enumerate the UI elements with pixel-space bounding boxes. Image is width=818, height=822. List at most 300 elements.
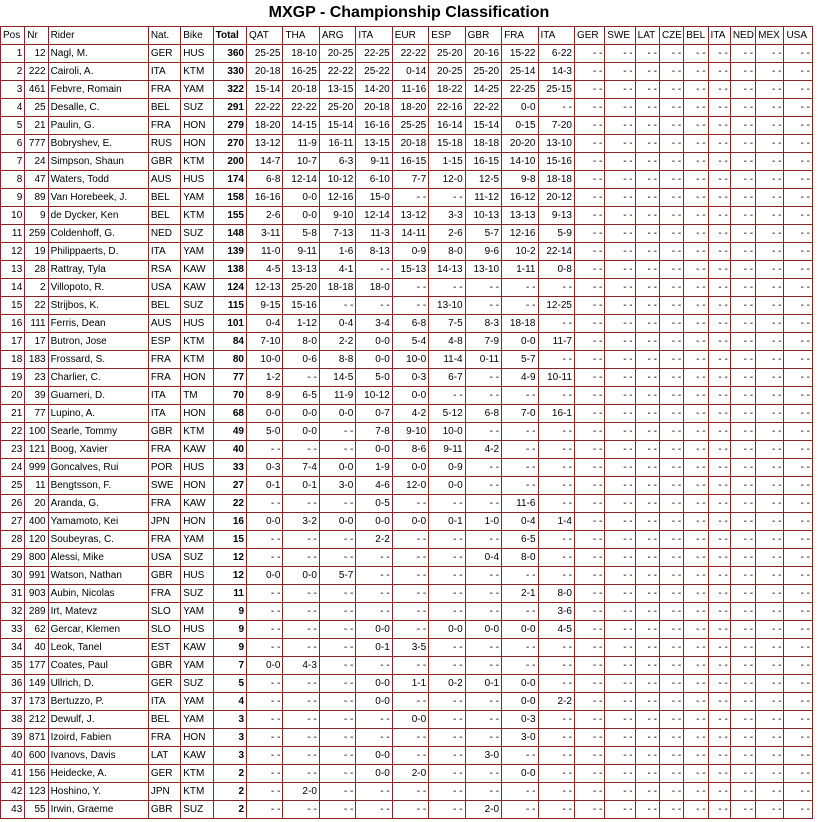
result-cell: - - — [784, 135, 813, 153]
position-cell: 20 — [1, 387, 25, 405]
result-cell: - - — [605, 369, 635, 387]
number-cell: 800 — [25, 549, 48, 567]
result-cell: - - — [574, 693, 604, 711]
result-cell: - - — [708, 153, 730, 171]
number-cell: 24 — [25, 153, 48, 171]
result-cell: - - — [247, 441, 283, 459]
result-cell: 0-3 — [247, 459, 283, 477]
result-cell: - - — [756, 693, 784, 711]
result-cell: - - — [708, 189, 730, 207]
bike-cell: TM — [181, 387, 213, 405]
result-cell: - - — [730, 513, 755, 531]
result-cell: - - — [784, 495, 813, 513]
result-cell: - - — [605, 531, 635, 549]
result-cell: 4-3 — [283, 657, 319, 675]
table-row — [1, 207, 813, 225]
result-cell: - - — [538, 747, 574, 765]
result-cell: - - — [283, 711, 319, 729]
nation-cell: JPN — [148, 513, 180, 531]
result-cell: - - — [730, 81, 755, 99]
total-cell: 200 — [213, 153, 246, 171]
result-cell: - - — [684, 207, 708, 225]
result-cell: - - — [635, 207, 659, 225]
result-cell: 16-15 — [392, 153, 428, 171]
classification-table — [0, 26, 813, 819]
number-cell: 149 — [25, 675, 48, 693]
nation-cell: ITA — [148, 405, 180, 423]
result-cell: - - — [465, 639, 501, 657]
result-cell: - - — [605, 477, 635, 495]
result-cell: - - — [319, 549, 355, 567]
table-row — [1, 801, 813, 819]
result-cell: - - — [605, 585, 635, 603]
result-cell: - - — [784, 225, 813, 243]
result-cell: - - — [708, 765, 730, 783]
result-cell: - - — [283, 369, 319, 387]
result-cell: 4-2 — [465, 441, 501, 459]
result-cell: - - — [319, 765, 355, 783]
result-cell: - - — [756, 135, 784, 153]
rider-cell: Philippaerts, D. — [48, 243, 148, 261]
result-cell: 16-11 — [319, 135, 355, 153]
result-cell: - - — [574, 477, 604, 495]
nation-cell: JPN — [148, 783, 180, 801]
result-cell: - - — [756, 657, 784, 675]
result-cell: - - — [708, 477, 730, 495]
result-cell: - - — [465, 585, 501, 603]
result-cell: - - — [684, 297, 708, 315]
bike-cell: KTM — [181, 783, 213, 801]
result-cell: - - — [635, 729, 659, 747]
result-cell: - - — [319, 801, 355, 819]
result-cell: 0-15 — [502, 117, 538, 135]
result-cell: - - — [635, 405, 659, 423]
result-cell: 20-18 — [247, 63, 283, 81]
result-cell: - - — [429, 711, 465, 729]
total-cell: 101 — [213, 315, 246, 333]
result-cell: - - — [659, 189, 683, 207]
result-cell: - - — [538, 549, 574, 567]
result-cell: 0-0 — [429, 621, 465, 639]
result-cell: - - — [730, 351, 755, 369]
result-cell: 20-25 — [319, 45, 355, 63]
result-cell: 16-14 — [429, 117, 465, 135]
result-cell: 0-1 — [283, 477, 319, 495]
result-cell: - - — [635, 45, 659, 63]
result-cell: 15-14 — [319, 117, 355, 135]
result-cell: - - — [429, 693, 465, 711]
result-cell: - - — [356, 585, 392, 603]
result-cell: - - — [756, 45, 784, 63]
result-cell: - - — [605, 801, 635, 819]
nation-cell: FRA — [148, 441, 180, 459]
page-title: MXGP - Championship Classification — [268, 4, 550, 21]
result-cell: - - — [605, 207, 635, 225]
bike-cell: HUS — [181, 171, 213, 189]
result-cell: - - — [708, 747, 730, 765]
result-cell: - - — [659, 513, 683, 531]
position-cell: 5 — [1, 117, 25, 135]
result-cell: - - — [756, 387, 784, 405]
result-cell: 0-0 — [283, 567, 319, 585]
column-header: QAT — [247, 27, 283, 45]
result-cell: - - — [635, 387, 659, 405]
result-cell: - - — [730, 495, 755, 513]
result-cell: - - — [684, 459, 708, 477]
number-cell: 9 — [25, 207, 48, 225]
result-cell: 2-2 — [538, 693, 574, 711]
result-cell: - - — [319, 603, 355, 621]
result-cell: - - — [708, 585, 730, 603]
result-cell: - - — [708, 297, 730, 315]
result-cell: 0-0 — [319, 459, 355, 477]
table-row — [1, 531, 813, 549]
result-cell: - - — [502, 567, 538, 585]
result-cell: - - — [429, 765, 465, 783]
column-header: NED — [730, 27, 755, 45]
table-row — [1, 117, 813, 135]
result-cell: - - — [283, 675, 319, 693]
rider-cell: Rattray, Tyla — [48, 261, 148, 279]
result-cell: 0-0 — [319, 405, 355, 423]
result-cell: - - — [708, 657, 730, 675]
result-cell: 22-16 — [429, 99, 465, 117]
bike-cell: SUZ — [181, 801, 213, 819]
result-cell: - - — [659, 315, 683, 333]
rider-cell: Hoshino, Y. — [48, 783, 148, 801]
result-cell: - - — [784, 531, 813, 549]
result-cell: - - — [708, 207, 730, 225]
rider-cell: Ullrich, D. — [48, 675, 148, 693]
number-cell: 47 — [25, 171, 48, 189]
result-cell: - - — [605, 459, 635, 477]
result-cell: 18-18 — [538, 171, 574, 189]
rider-cell: Frossard, S. — [48, 351, 148, 369]
result-cell: - - — [659, 549, 683, 567]
result-cell: - - — [659, 477, 683, 495]
result-cell: 6-10 — [356, 171, 392, 189]
table-row — [1, 81, 813, 99]
result-cell: 9-11 — [356, 153, 392, 171]
result-cell: 12-25 — [538, 297, 574, 315]
result-cell: - - — [730, 549, 755, 567]
result-cell: - - — [756, 261, 784, 279]
number-cell: 212 — [25, 711, 48, 729]
total-cell: 174 — [213, 171, 246, 189]
number-cell: 77 — [25, 405, 48, 423]
number-cell: 999 — [25, 459, 48, 477]
position-cell: 4 — [1, 99, 25, 117]
total-cell: 3 — [213, 747, 246, 765]
result-cell: 1-12 — [283, 315, 319, 333]
result-cell: - - — [730, 387, 755, 405]
total-cell: 360 — [213, 45, 246, 63]
table-row — [1, 315, 813, 333]
result-cell: - - — [784, 693, 813, 711]
column-header: BEL — [684, 27, 708, 45]
result-cell: - - — [392, 297, 428, 315]
result-cell: - - — [784, 279, 813, 297]
nation-cell: GBR — [148, 423, 180, 441]
result-cell: - - — [574, 171, 604, 189]
result-cell: - - — [708, 801, 730, 819]
result-cell: - - — [784, 621, 813, 639]
result-cell: 18-0 — [356, 279, 392, 297]
result-cell: 12-0 — [429, 171, 465, 189]
rider-cell: Butron, Jose — [48, 333, 148, 351]
result-cell: 0-1 — [356, 639, 392, 657]
result-cell: - - — [659, 657, 683, 675]
result-cell: - - — [684, 765, 708, 783]
result-cell: - - — [635, 675, 659, 693]
result-cell: 3-0 — [502, 729, 538, 747]
result-cell: - - — [659, 387, 683, 405]
result-cell: - - — [708, 279, 730, 297]
result-cell: - - — [429, 801, 465, 819]
result-cell: - - — [708, 369, 730, 387]
result-cell: - - — [635, 711, 659, 729]
result-cell: - - — [502, 639, 538, 657]
result-cell: - - — [659, 495, 683, 513]
result-cell: - - — [283, 639, 319, 657]
result-cell: - - — [392, 603, 428, 621]
result-cell: 3-5 — [392, 639, 428, 657]
result-cell: - - — [247, 495, 283, 513]
result-cell: - - — [708, 315, 730, 333]
result-cell: - - — [538, 495, 574, 513]
result-cell: 2-1 — [502, 585, 538, 603]
rider-cell: Nagl, M. — [48, 45, 148, 63]
rider-cell: Ferris, Dean — [48, 315, 148, 333]
nation-cell: GBR — [148, 567, 180, 585]
result-cell: - - — [784, 657, 813, 675]
result-cell: - - — [708, 63, 730, 81]
result-cell: - - — [392, 279, 428, 297]
result-cell: - - — [319, 621, 355, 639]
result-cell: - - — [356, 801, 392, 819]
result-cell: 9-10 — [319, 207, 355, 225]
result-cell: - - — [247, 693, 283, 711]
bike-cell: SUZ — [181, 585, 213, 603]
result-cell: - - — [538, 279, 574, 297]
result-cell: - - — [730, 297, 755, 315]
nation-cell: GER — [148, 765, 180, 783]
result-cell: - - — [502, 477, 538, 495]
result-cell: - - — [574, 207, 604, 225]
result-cell: - - — [730, 333, 755, 351]
result-cell: - - — [756, 441, 784, 459]
result-cell: 20-18 — [283, 81, 319, 99]
result-cell: - - — [429, 603, 465, 621]
nation-cell: FRA — [148, 369, 180, 387]
position-cell: 15 — [1, 297, 25, 315]
bike-cell: HON — [181, 135, 213, 153]
result-cell: 14-7 — [247, 153, 283, 171]
result-cell: 9-11 — [283, 243, 319, 261]
result-cell: 3-6 — [538, 603, 574, 621]
position-cell: 32 — [1, 603, 25, 621]
rider-cell: Aubin, Nicolas — [48, 585, 148, 603]
result-cell: 3-3 — [429, 207, 465, 225]
column-header: Nr — [25, 27, 48, 45]
result-cell: - - — [502, 297, 538, 315]
result-cell: - - — [635, 693, 659, 711]
result-cell: 0-0 — [356, 621, 392, 639]
result-cell: - - — [730, 315, 755, 333]
result-cell: - - — [356, 657, 392, 675]
number-cell: 121 — [25, 441, 48, 459]
result-cell: 0-0 — [356, 747, 392, 765]
result-cell: - - — [574, 621, 604, 639]
bike-cell: HUS — [181, 621, 213, 639]
result-cell: 7-10 — [247, 333, 283, 351]
result-cell: - - — [574, 189, 604, 207]
column-header: ITA — [538, 27, 574, 45]
bike-cell: YAM — [181, 81, 213, 99]
result-cell: 0-4 — [247, 315, 283, 333]
result-cell: 15-14 — [465, 117, 501, 135]
number-cell: 120 — [25, 531, 48, 549]
result-cell: 15-0 — [356, 189, 392, 207]
number-cell: 20 — [25, 495, 48, 513]
result-cell: - - — [730, 801, 755, 819]
result-cell: - - — [784, 729, 813, 747]
result-cell: - - — [756, 117, 784, 135]
result-cell: - - — [392, 549, 428, 567]
result-cell: - - — [605, 567, 635, 585]
position-cell: 23 — [1, 441, 25, 459]
result-cell: - - — [684, 639, 708, 657]
result-cell: - - — [574, 369, 604, 387]
result-cell: 1-2 — [247, 369, 283, 387]
result-cell: - - — [659, 297, 683, 315]
result-cell: 11-9 — [319, 387, 355, 405]
result-cell: 10-0 — [392, 351, 428, 369]
result-cell: - - — [605, 153, 635, 171]
result-cell: - - — [730, 171, 755, 189]
result-cell: 11-12 — [465, 189, 501, 207]
result-cell: 13-10 — [538, 135, 574, 153]
result-cell: 0-0 — [319, 513, 355, 531]
result-cell: 13-15 — [319, 81, 355, 99]
column-header: GBR — [465, 27, 501, 45]
result-cell: - - — [635, 297, 659, 315]
result-cell: - - — [538, 639, 574, 657]
rider-cell: Lupino, A. — [48, 405, 148, 423]
result-cell: - - — [730, 243, 755, 261]
bike-cell: HON — [181, 405, 213, 423]
result-cell: - - — [730, 621, 755, 639]
result-cell: - - — [635, 477, 659, 495]
result-cell: - - — [465, 567, 501, 585]
result-cell: - - — [684, 351, 708, 369]
result-cell: 10-13 — [465, 207, 501, 225]
result-cell: 0-0 — [392, 387, 428, 405]
result-cell: - - — [574, 567, 604, 585]
result-cell: - - — [429, 531, 465, 549]
result-cell: 10-0 — [429, 423, 465, 441]
number-cell: 183 — [25, 351, 48, 369]
result-cell: - - — [605, 45, 635, 63]
total-cell: 124 — [213, 279, 246, 297]
number-cell: 400 — [25, 513, 48, 531]
result-cell: 6-5 — [283, 387, 319, 405]
position-cell: 21 — [1, 405, 25, 423]
result-cell: 9-8 — [502, 171, 538, 189]
result-cell: - - — [319, 531, 355, 549]
result-cell: - - — [574, 711, 604, 729]
result-cell: - - — [635, 801, 659, 819]
total-cell: 40 — [213, 441, 246, 459]
result-cell: 0-3 — [502, 711, 538, 729]
result-cell: 10-11 — [538, 369, 574, 387]
total-cell: 2 — [213, 765, 246, 783]
result-cell: 25-25 — [247, 45, 283, 63]
nation-cell: RSA — [148, 261, 180, 279]
result-cell: - - — [708, 243, 730, 261]
result-cell: 8-13 — [356, 243, 392, 261]
result-cell: 14-11 — [392, 225, 428, 243]
result-cell: - - — [784, 207, 813, 225]
nation-cell: EST — [148, 639, 180, 657]
position-cell: 16 — [1, 315, 25, 333]
result-cell: - - — [392, 729, 428, 747]
column-header: LAT — [635, 27, 659, 45]
result-cell: - - — [429, 729, 465, 747]
position-cell: 42 — [1, 783, 25, 801]
nation-cell: FRA — [148, 729, 180, 747]
result-cell: - - — [659, 63, 683, 81]
position-cell: 30 — [1, 567, 25, 585]
result-cell: - - — [392, 567, 428, 585]
result-cell: 3-2 — [283, 513, 319, 531]
result-cell: 2-2 — [356, 531, 392, 549]
result-cell: - - — [730, 405, 755, 423]
result-cell: - - — [784, 387, 813, 405]
table-row — [1, 729, 813, 747]
result-cell: 0-0 — [356, 693, 392, 711]
result-cell: 22-22 — [392, 45, 428, 63]
result-cell: 14-5 — [319, 369, 355, 387]
column-header: CZE — [659, 27, 683, 45]
position-cell: 22 — [1, 423, 25, 441]
result-cell: - - — [708, 531, 730, 549]
result-cell: - - — [574, 297, 604, 315]
table-header-row — [1, 27, 813, 45]
result-cell: - - — [659, 243, 683, 261]
table-row — [1, 585, 813, 603]
nation-cell: AUS — [148, 171, 180, 189]
result-cell: 7-8 — [356, 423, 392, 441]
position-cell: 10 — [1, 207, 25, 225]
bike-cell: YAM — [181, 657, 213, 675]
result-cell: 13-10 — [429, 297, 465, 315]
result-cell: 12-14 — [356, 207, 392, 225]
nation-cell: USA — [148, 549, 180, 567]
nation-cell: AUS — [148, 315, 180, 333]
column-header: GER — [574, 27, 604, 45]
result-cell: - - — [659, 171, 683, 189]
result-cell: 0-0 — [247, 567, 283, 585]
table-row — [1, 657, 813, 675]
result-cell: - - — [730, 693, 755, 711]
result-cell: - - — [784, 441, 813, 459]
result-cell: - - — [635, 369, 659, 387]
result-cell: - - — [605, 117, 635, 135]
result-cell: - - — [684, 675, 708, 693]
result-cell: - - — [784, 117, 813, 135]
result-cell: 0-3 — [392, 369, 428, 387]
